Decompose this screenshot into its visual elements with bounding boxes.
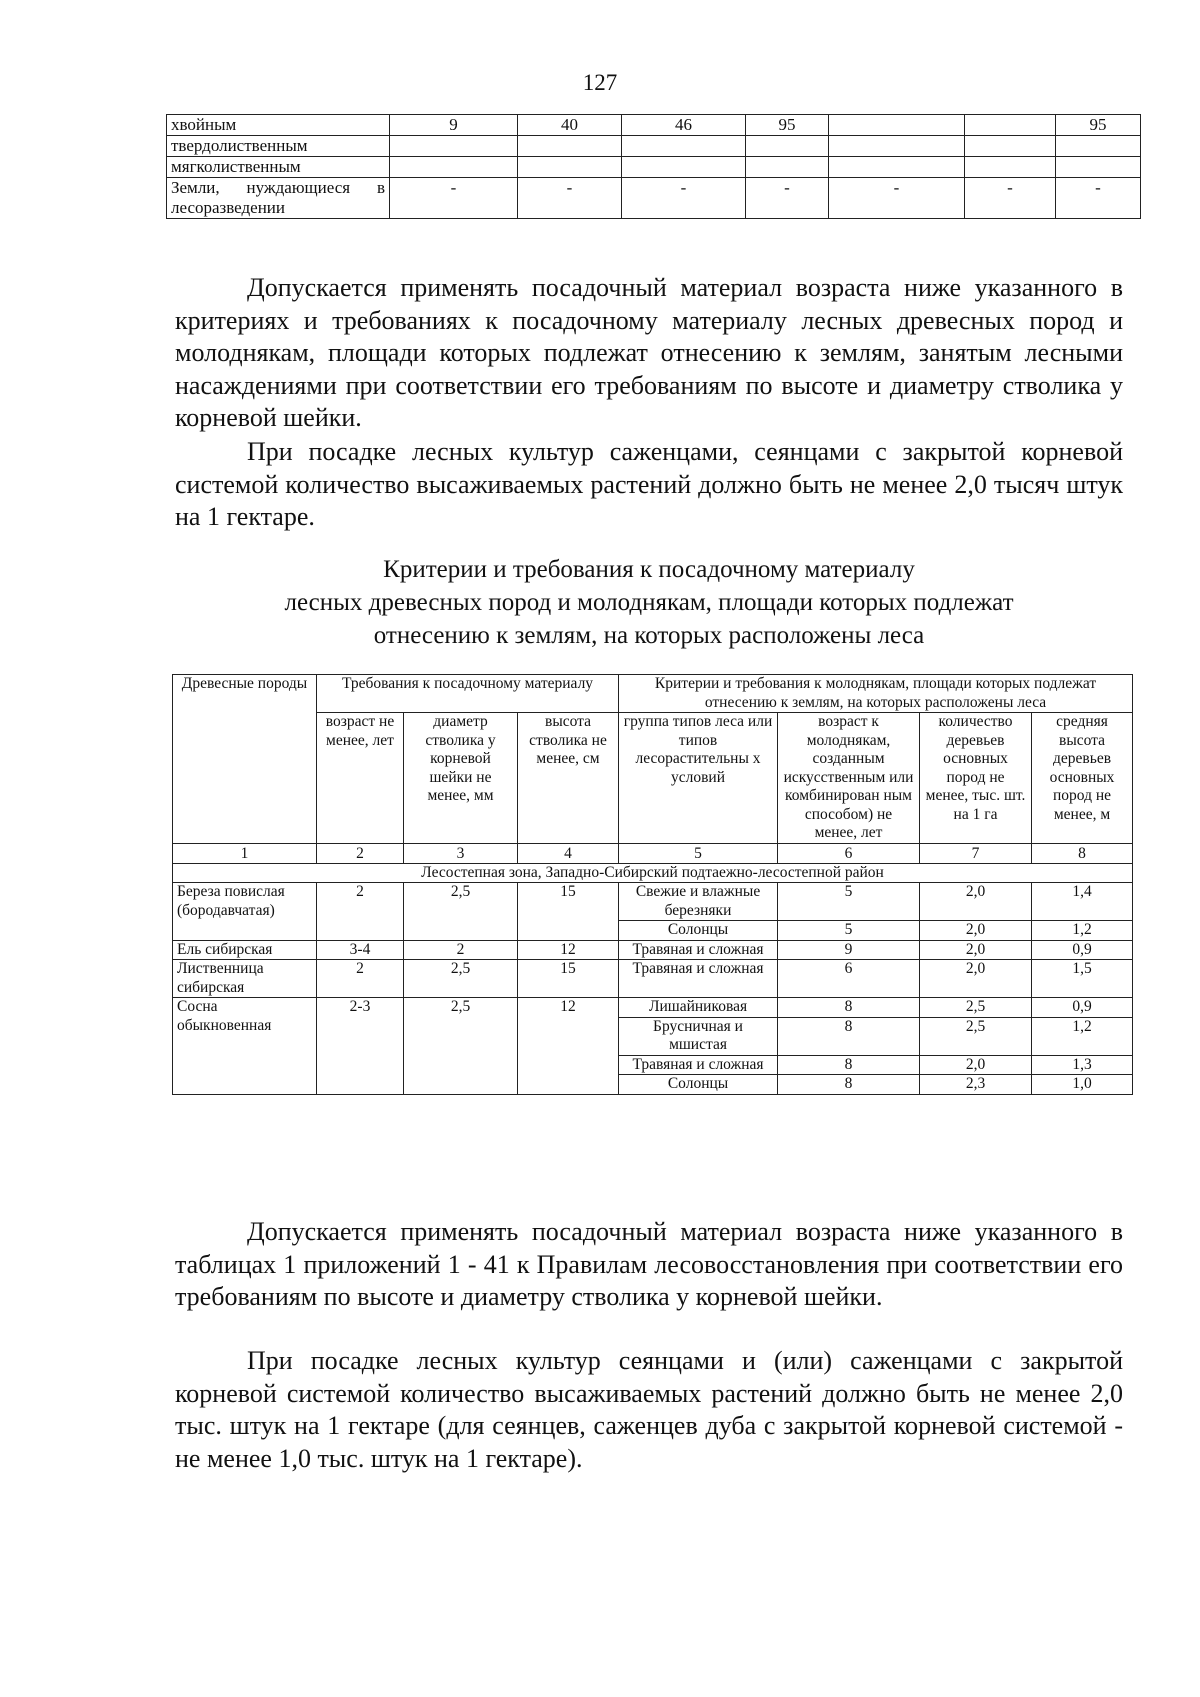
column-number: 6 [778, 843, 920, 863]
paragraph-2 [175, 436, 1123, 534]
table-cell [829, 115, 965, 136]
paragraph-3 [175, 1216, 1123, 1314]
table-cell: 1,3 [1032, 1055, 1133, 1075]
header-species: Древесные породы [173, 675, 317, 844]
table-cell: 5 [778, 921, 920, 941]
header-young-age: возраст к молоднякам, созданным искусственным или комбинирован ным способом) не менее, лет [778, 713, 920, 844]
table-cell: - [829, 178, 965, 219]
table-row [173, 960, 1133, 998]
table-cell: 2,3 [920, 1075, 1032, 1095]
table-cell: 12 [518, 940, 619, 960]
table-cell: 95 [746, 115, 829, 136]
row-label: твердолиственным [167, 136, 390, 157]
row-label: мягколиственным [167, 157, 390, 178]
table-row [173, 998, 1133, 1018]
page-number: 127 [582, 70, 618, 95]
table-cell [518, 136, 622, 157]
table-cell: 2 [317, 960, 404, 998]
table-cell [829, 136, 965, 157]
column-number: 2 [317, 843, 404, 863]
header-avg-height: средняя высота деревьев основных пород не менее, м [1032, 713, 1133, 844]
paragraph-4 [175, 1345, 1123, 1475]
table-cell: 1,0 [1032, 1075, 1133, 1095]
table-row [167, 115, 1141, 136]
table-cell: 2-3 [317, 998, 404, 1095]
forest-type: Свежие и влажные березняки [619, 883, 778, 921]
table-cell: 2,0 [920, 940, 1032, 960]
table-cell: 2,5 [920, 998, 1032, 1018]
table-cell: 8 [778, 1055, 920, 1075]
header-tree-count: количество деревьев основных пород не менее, тыс. шт. на 1 га [920, 713, 1032, 844]
table-cell [829, 157, 965, 178]
header-planting-material: Требования к посадочному материалу [317, 675, 619, 713]
table-cell: - [965, 178, 1056, 219]
table-cell: 1,2 [1032, 1017, 1133, 1055]
paragraph-1 [175, 272, 1123, 435]
species-name: Сосна обыкновенная [173, 998, 317, 1095]
paragraph-text: При посадке лесных культур сеянцами и (или) саженцами с закрытой корневой системой количество высаживаемых растений должно быть не менее 2,0 тыс. штук на 1 гектаре (для сеянцев, саженцев дуба с закрытой корневой системой - не менее 1,0 тыс. штук на 1 гектаре). [175, 1346, 1123, 1473]
table-cell: 40 [518, 115, 622, 136]
caption-line: Критерии и требования к посадочному материалу [383, 556, 915, 583]
paragraph-text: При посадке лесных культур саженцами, сеянцами с закрытой корневой системой количество высаживаемых растений должно быть не менее 2,0 тысяч штук на 1 гектаре. [175, 437, 1123, 531]
header-diameter: диаметр стволика у корневой шейки не менее, мм [404, 713, 518, 844]
table-row [167, 178, 1141, 219]
table-cell: 2,5 [404, 960, 518, 998]
table-cell: - [622, 178, 746, 219]
header-young-stands: Критерии и требования к молоднякам, площади которых подлежат отнесению к землям, на которых расположены леса [619, 675, 1133, 713]
forest-type: Травяная и сложная [619, 960, 778, 998]
table-cell [746, 136, 829, 157]
species-name: Ель сибирская [173, 940, 317, 960]
criteria-table [172, 674, 1133, 1095]
table-cell [965, 157, 1056, 178]
table-row [167, 136, 1141, 157]
header-forest-type: группа типов леса или типов лесорастительны х условий [619, 713, 778, 844]
column-number: 7 [920, 843, 1032, 863]
column-number: 8 [1032, 843, 1133, 863]
table-cell [390, 157, 518, 178]
zone-row [173, 863, 1133, 883]
caption-line: лесных древесных пород и молоднякам, площади которых подлежат [284, 589, 1014, 616]
table-cell: - [518, 178, 622, 219]
table-cell [746, 157, 829, 178]
table-cell: 1,5 [1032, 960, 1133, 998]
table-cell: - [1056, 178, 1141, 219]
header-row [173, 675, 1133, 713]
column-number: 4 [518, 843, 619, 863]
species-name: Береза повислая (бородавчатая) [173, 883, 317, 941]
table-cell: 95 [1056, 115, 1141, 136]
forest-type: Солонцы [619, 1075, 778, 1095]
table-cell: 0,9 [1032, 998, 1133, 1018]
row-label: хвойным [167, 115, 390, 136]
table-cell [622, 136, 746, 157]
forest-type: Лишайниковая [619, 998, 778, 1018]
table-cell: 15 [518, 960, 619, 998]
forest-type: Брусничная и мшистая [619, 1017, 778, 1055]
table-cell: 6 [778, 960, 920, 998]
table-cell: 1,2 [1032, 921, 1133, 941]
table-cell [965, 136, 1056, 157]
header-age: возраст не менее, лет [317, 713, 404, 844]
forest-type: Солонцы [619, 921, 778, 941]
table-cell: 2,5 [920, 1017, 1032, 1055]
header-row [173, 713, 1133, 844]
table-cell: 1,4 [1032, 883, 1133, 921]
zone-label: Лесостепная зона, Западно-Сибирский подтаежно-лесостепной район [173, 863, 1133, 883]
table-cell: 2,5 [404, 883, 518, 941]
table-cell: - [390, 178, 518, 219]
table-cell: 8 [778, 1075, 920, 1095]
paragraph-text: Допускается применять посадочный материал возраста ниже указанного в таблицах 1 приложений 1 - 41 к Правилам лесовосстановления при соответствии его требованиям по высоте и диаметру стволика у корневой шейки. [175, 1217, 1123, 1311]
table-row [173, 883, 1133, 921]
table-cell: 12 [518, 998, 619, 1095]
table-row [167, 157, 1141, 178]
table-cell [1056, 157, 1141, 178]
table-cell: 3-4 [317, 940, 404, 960]
forest-type: Травяная и сложная [619, 940, 778, 960]
species-name: Лиственница сибирская [173, 960, 317, 998]
column-number: 5 [619, 843, 778, 863]
caption-line: отнесению к землям, на которых расположены леса [373, 622, 925, 649]
continuation-table [166, 114, 1141, 219]
forest-type: Травяная и сложная [619, 1055, 778, 1075]
row-label: Земли, нуждающиеся в лесоразведении [167, 178, 390, 219]
table-cell: - [746, 178, 829, 219]
paragraph-text: Допускается применять посадочный материал возраста ниже указанного в критериях и требованиях к посадочному материалу лесных древесных пород и молоднякам, площади которых подлежат отнесению к землям, занятым лесными насаждениями при соответствии его требованиям по высоте и диаметру стволика у корневой шейки. [175, 273, 1123, 432]
table-cell: 2 [404, 940, 518, 960]
table-cell: 0,9 [1032, 940, 1133, 960]
column-number: 1 [173, 843, 317, 863]
table-cell [1056, 136, 1141, 157]
table-cell [518, 157, 622, 178]
table-cell: 2,5 [404, 998, 518, 1095]
table-cell: 2,0 [920, 1055, 1032, 1075]
table-cell: 15 [518, 883, 619, 941]
column-number: 3 [404, 843, 518, 863]
table-cell: 8 [778, 998, 920, 1018]
table-row [173, 940, 1133, 960]
table-cell: 9 [390, 115, 518, 136]
header-height: высота стволика не менее, см [518, 713, 619, 844]
table-caption [175, 553, 1123, 652]
table-cell: 2,0 [920, 921, 1032, 941]
table-cell: 8 [778, 1017, 920, 1055]
table-cell: 5 [778, 883, 920, 921]
table-cell: 2,0 [920, 883, 1032, 921]
table-cell: 46 [622, 115, 746, 136]
table-cell [622, 157, 746, 178]
column-number-row [173, 843, 1133, 863]
table-cell: 2 [317, 883, 404, 941]
table-cell: 9 [778, 940, 920, 960]
table-cell [390, 136, 518, 157]
table-cell [965, 115, 1056, 136]
table-cell: 2,0 [920, 960, 1032, 998]
